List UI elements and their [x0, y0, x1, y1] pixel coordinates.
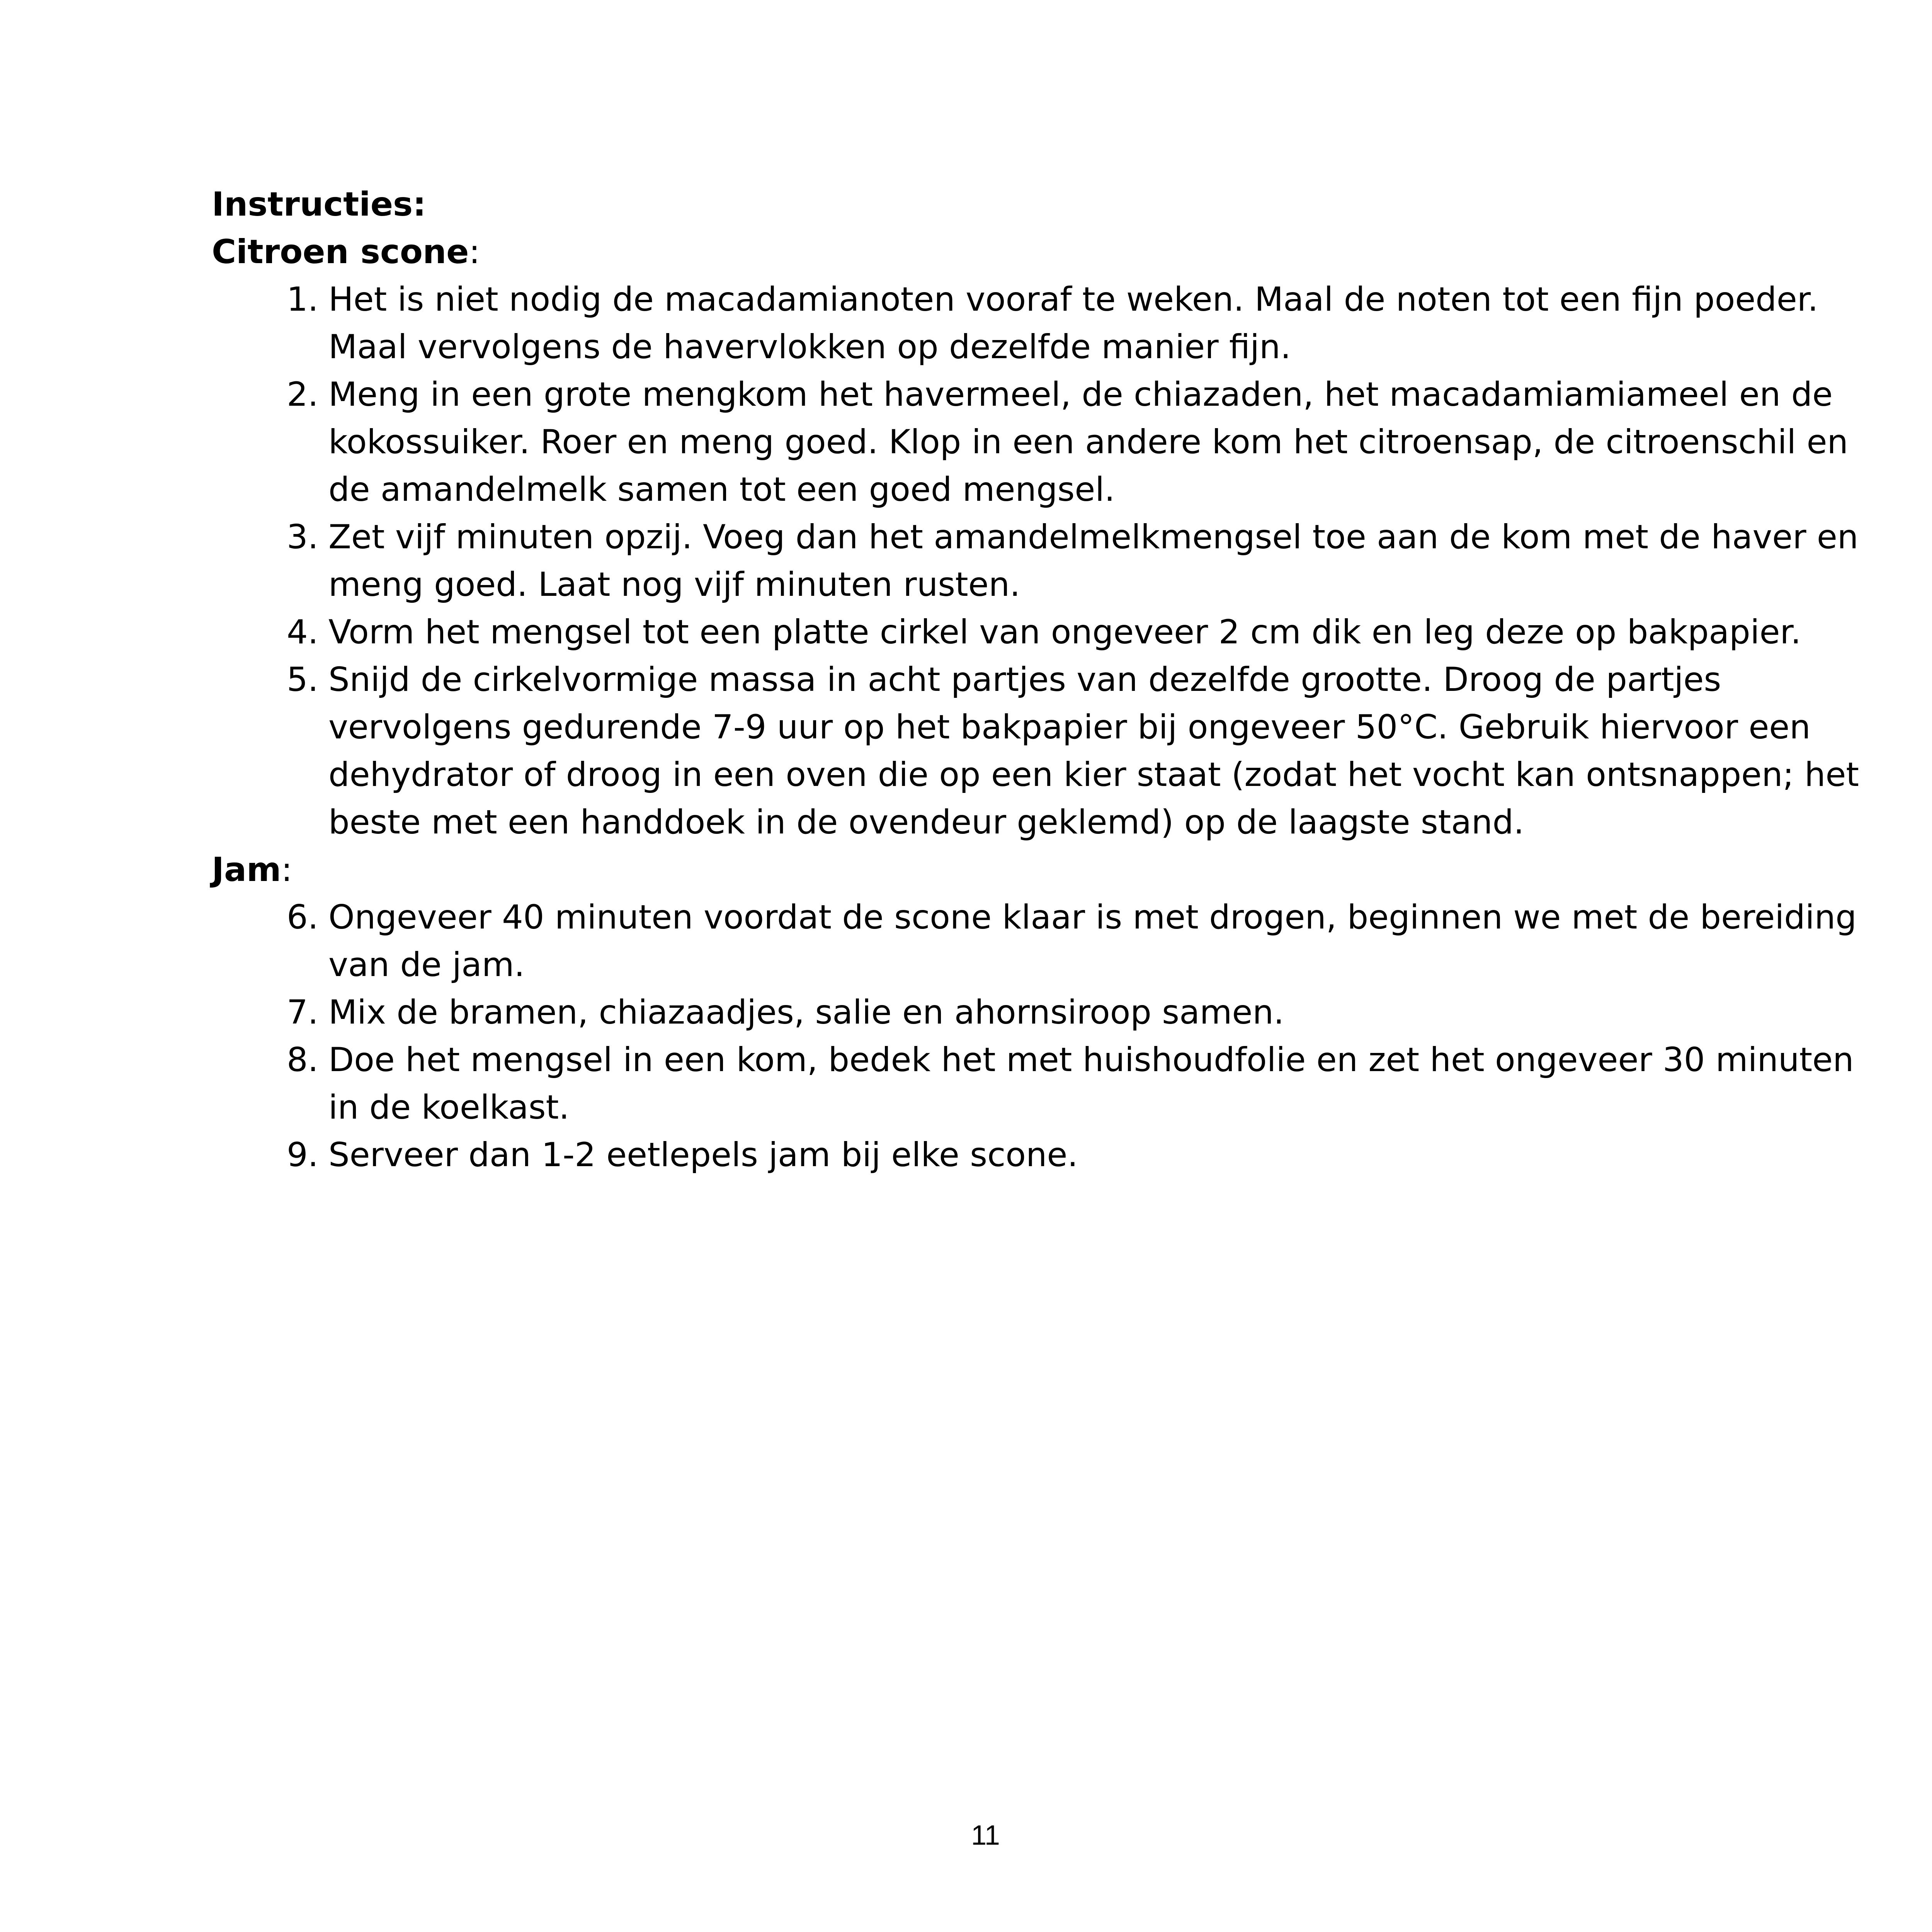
list-item [212, 656, 1873, 846]
section-title-text: Jam [212, 850, 281, 889]
step-number: 4. [286, 613, 318, 651]
step-number: 9. [286, 1136, 318, 1174]
list-item [212, 276, 1873, 371]
step-number: 1. [286, 280, 318, 319]
step-text: Meng in een grote mengkom het havermeel, de chiazaden, het macadamiamiameel en de kokossuiker. Roer en meng goed. Klop in een andere kom het citroensap, de citroenschil en de amandelmelk samen tot een goed mengsel. [328, 375, 1848, 509]
list-item [212, 609, 1873, 656]
step-text: Snijd de cirkelvormige massa in acht partjes van dezelfde grootte. Droog de partjes vervolgens gedurende 7-9 uur op het bakpapier bij ongeveer 50°C. Gebruik hiervoor een dehydrator of droog in een oven die op een kier staat (zodat het vocht kan ontsnappen; het beste met een handdoek in de ovendeur geklemd) op de laagste stand. [328, 660, 1859, 842]
step-number: 7. [286, 993, 318, 1032]
list-item [212, 514, 1873, 609]
step-number: 6. [286, 898, 318, 937]
list-item [212, 1131, 1873, 1179]
steps-list-citroen-scone [212, 276, 1873, 846]
section-title-colon: : [469, 233, 480, 271]
step-text: Mix de bramen, chiazaadjes, salie en ahornsiroop samen. [328, 993, 1284, 1032]
section-title-text: Citroen scone [212, 233, 469, 271]
steps-list-jam [212, 894, 1873, 1179]
step-text: Vorm het mengsel tot een platte cirkel van ongeveer 2 cm dik en leg deze op bakpapier. [328, 613, 1801, 651]
section-title-citroen-scone [212, 228, 1873, 276]
page-number: 11 [971, 1820, 1000, 1851]
instructions-heading: Instructies: [212, 185, 426, 224]
step-number: 8. [286, 1041, 318, 1079]
step-number: 3. [286, 518, 318, 556]
list-item [212, 989, 1873, 1036]
step-text: Het is niet nodig de macadamianoten vooraf te weken. Maal de noten tot een fijn poeder. Maal vervolgens de havervlokken op dezelfde manier fijn. [328, 280, 1818, 366]
step-number: 2. [286, 375, 318, 414]
section-title-jam [212, 846, 1873, 894]
step-text: Doe het mengsel in een kom, bedek het met huishoudfolie en zet het ongeveer 30 minuten in de koelkast. [328, 1041, 1854, 1127]
section-title-colon: : [281, 850, 293, 889]
step-text: Ongeveer 40 minuten voordat de scone klaar is met drogen, beginnen we met de bereiding van de jam. [328, 898, 1857, 984]
step-number: 5. [286, 660, 318, 699]
step-text: Zet vijf minuten opzij. Voeg dan het amandelmelkmengsel toe aan de kom met de haver en meng goed. Laat nog vijf minuten rusten. [328, 518, 1859, 604]
list-item [212, 1036, 1873, 1131]
list-item [212, 894, 1873, 989]
list-item [212, 371, 1873, 514]
recipe-instructions [212, 181, 1873, 1179]
step-text: Serveer dan 1-2 eetlepels jam bij elke scone. [328, 1136, 1078, 1174]
